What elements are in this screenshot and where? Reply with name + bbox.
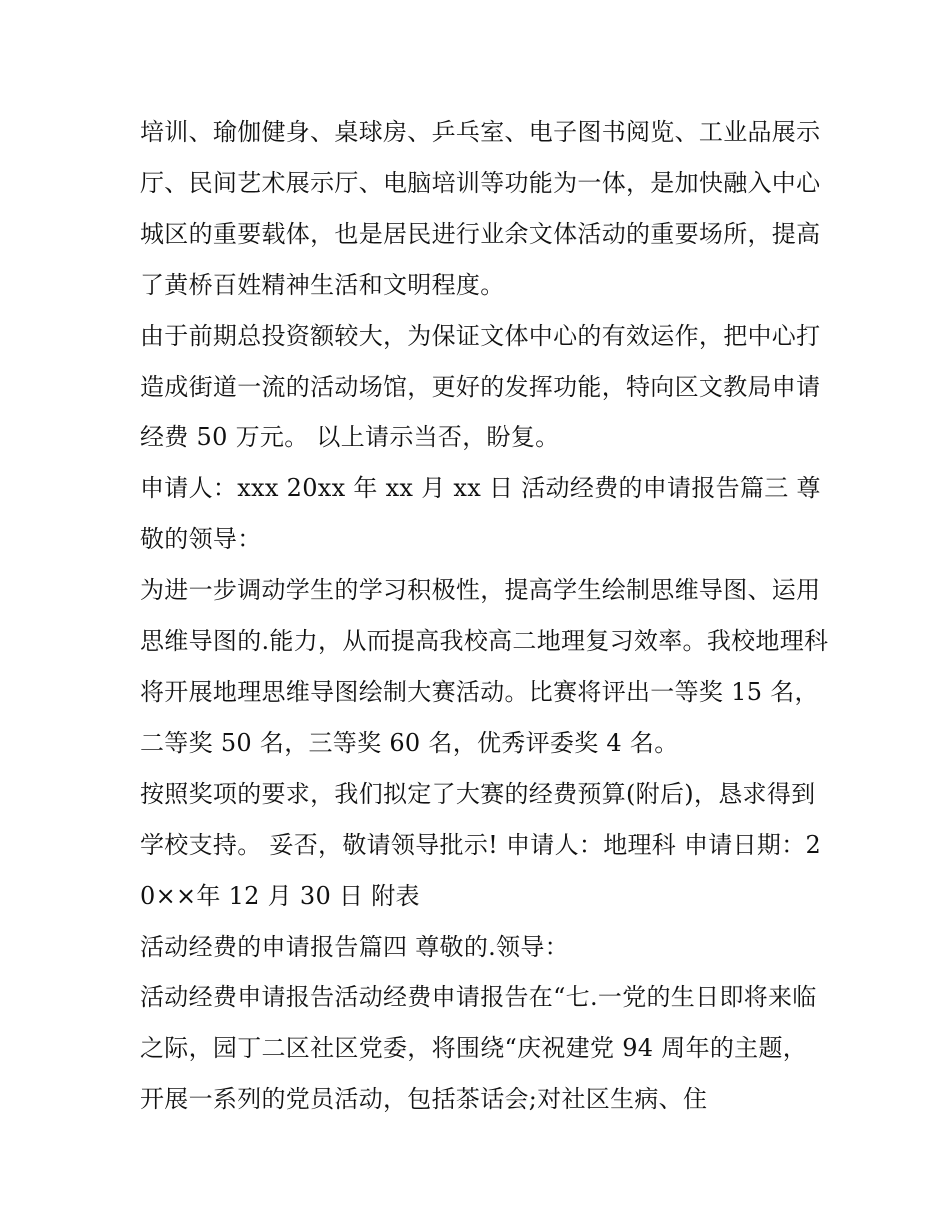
paragraph-section-four-heading: 活动经费的申请报告篇四 尊敬的.领导：: [140, 932, 569, 961]
paragraph-venue-functions: 培训、瑜伽健身、桌球房、乒乓室、电子图书阅览、工业品展示厅、民间艺术展示厅、电脑培训等功能为一体，是加快融入中心城区的重要载体，也是居民进行业余文体活动的重要场所，提高了黄桥百姓精神生活和文明程度。: [140, 118, 821, 299]
paragraph-budget-approval: 按照奖项的要求，我们拟定了大赛的经费预算(附后)，恳求得到学校支持。 妥否，敬请领导批示! 申请人：地理科 申请日期：20××年 12 月 30 日 附表: [140, 779, 822, 910]
paragraph-party-activities: 活动经费申请报告活动经费申请报告在“七.一党的生日即将来临之际，园丁二区社区党委，将围绕“庆祝建党 94 周年的主题，开展一系列的党员活动，包括茶话会;对社区生病、住: [140, 983, 817, 1114]
paragraph-mindmap-contest: 为进一步调动学生的学习积极性，提高学生绘制思维导图、运用思维导图的.能力，从而提高我校高二地理复习效率。我校地理科将开展地理思维导图绘制大赛活动。比赛将评出一等奖 15 名，二等奖 50 名，三等奖 60 名，优秀评委奖 4 名。: [140, 576, 829, 757]
paragraph-funding-request: 由于前期总投资额较大，为保证文体中心的有效运作，把中心打造成街道一流的活动场馆，更好的发挥功能，特向区文教局申请经费 50 万元。 以上请示当否，盼复。: [140, 321, 821, 452]
paragraph-applicant-signature: 申请人：xxx 20xx 年 xx 月 xx 日 活动经费的申请报告篇三 尊敬的领导：: [140, 474, 821, 554]
document-body: [140, 107, 830, 1125]
